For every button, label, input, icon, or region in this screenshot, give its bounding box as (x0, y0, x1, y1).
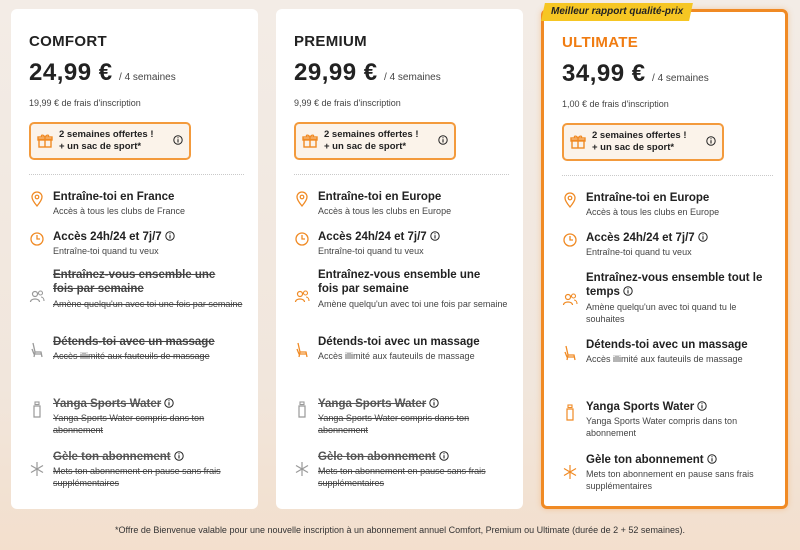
feature-desc: Accès illimité aux fauteuils de massage (53, 351, 210, 361)
feature-title-text: Entraînez-vous ensemble tout le temps (586, 272, 763, 298)
plan-name: PREMIUM (294, 33, 367, 50)
registration-fee: 1,00 € de frais d'inscription (562, 99, 669, 109)
feature-desc: Yanga Sports Water compris dans ton abonnement (53, 413, 205, 435)
plan-period: / 4 semaines (652, 73, 709, 84)
feature-desc: Entraîne-toi quand tu veux (318, 246, 424, 256)
info-icon[interactable] (697, 401, 707, 411)
feature-title-text: Gèle ton abonnement (586, 454, 704, 466)
divider (294, 174, 509, 175)
offer-line2: + un sac de sport* (324, 141, 407, 152)
plan-price: 29,99 € (294, 59, 378, 86)
feature-desc: Amène quelqu'un avec toi une fois par semaine (318, 299, 508, 309)
ribbon-text: Meilleur rapport qualité-prix (551, 6, 684, 17)
price-row (29, 59, 176, 87)
info-icon[interactable] (174, 451, 184, 461)
feature-title (53, 230, 175, 244)
offer-line1: 2 semaines offertes ! (59, 129, 154, 140)
divider (29, 174, 244, 175)
plan-price: 34,99 € (562, 60, 646, 87)
snowflake-icon (29, 460, 45, 478)
clock-icon (562, 231, 578, 249)
info-icon[interactable] (430, 231, 440, 241)
feature-desc: Yanga Sports Water compris dans ton abonnement (586, 416, 738, 438)
plan-card-ultimate[interactable] (541, 9, 788, 509)
registration-fee: 9,99 € de frais d'inscription (294, 98, 401, 108)
footnote: *Offre de Bienvenue valable pour une nouvelle inscription à un abonnement annuel Comfort, Premium ou Ultimate (durée de 2 + 52 semaines). (115, 525, 685, 535)
feature-title (586, 231, 708, 245)
offer-badge (29, 122, 191, 160)
info-icon[interactable] (165, 231, 175, 241)
plan-name: ULTIMATE (562, 34, 638, 51)
feature-desc: Entraîne-toi quand tu veux (53, 246, 159, 256)
best-value-ribbon (541, 3, 693, 21)
feature-desc: Mets ton abonnement en pause sans frais supplémentaires (318, 466, 486, 488)
snowflake-icon (294, 460, 310, 478)
snowflake-icon (562, 463, 578, 481)
water-bottle-icon (562, 404, 578, 422)
feature-desc: Mets ton abonnement en pause sans frais supplémentaires (53, 466, 221, 488)
plan-period: / 4 semaines (119, 72, 176, 83)
registration-fee: 19,99 € de frais d'inscription (29, 98, 141, 108)
info-icon[interactable] (698, 232, 708, 242)
offer-badge (562, 123, 724, 161)
price-row (294, 59, 441, 87)
price-row (562, 60, 709, 88)
offer-line1: 2 semaines offertes ! (324, 129, 419, 140)
feature-title-text: Yanga Sports Water (53, 398, 162, 410)
feature-title-text: Gèle ton abonnement (53, 451, 171, 463)
offer-line2: + un sac de sport* (592, 142, 675, 153)
feature-desc: Accès à tous les clubs en Europe (586, 207, 720, 217)
offer-line2: + un sac de sport* (59, 141, 142, 152)
feature-title (318, 450, 449, 464)
info-icon[interactable] (439, 451, 449, 461)
location-pin-icon (562, 191, 578, 209)
feature-title (586, 400, 707, 414)
feature-title (586, 271, 771, 299)
gift-icon (570, 134, 586, 150)
info-icon[interactable] (173, 135, 183, 145)
water-bottle-icon (29, 401, 45, 419)
users-icon (294, 288, 310, 306)
feature-desc: Mets ton abonnement en pause sans frais supplémentaires (586, 469, 754, 491)
clock-icon (294, 230, 310, 248)
feature-title: Entraîne-toi en Europe (318, 191, 442, 203)
feature-title (586, 453, 717, 467)
feature-title: Entraîne-toi en France (53, 191, 175, 203)
plan-price: 24,99 € (29, 59, 113, 86)
feature-title (53, 450, 184, 464)
plan-card-premium[interactable] (276, 9, 523, 509)
massage-chair-icon (294, 341, 310, 359)
info-icon[interactable] (706, 136, 716, 146)
feature-desc: Amène quelqu'un avec toi une fois par semaine (53, 299, 243, 309)
clock-icon (29, 230, 45, 248)
feature-title: Entraînez-vous ensemble une fois par semaine (53, 269, 216, 295)
gift-icon (37, 133, 53, 149)
massage-chair-icon (562, 344, 578, 362)
users-icon (29, 288, 45, 306)
water-bottle-icon (294, 401, 310, 419)
info-icon[interactable] (623, 286, 633, 296)
offer-badge (294, 122, 456, 160)
feature-desc: Yanga Sports Water compris dans ton abonnement (318, 413, 470, 435)
feature-desc: Accès à tous les clubs de France (53, 206, 186, 216)
feature-desc: Amène quelqu'un avec toi quand tu le souhaites (586, 302, 737, 324)
location-pin-icon (294, 190, 310, 208)
feature-title (53, 397, 174, 411)
info-icon[interactable] (438, 135, 448, 145)
feature-desc: Accès illimité aux fauteuils de massage (318, 351, 475, 361)
feature-title: Entraîne-toi en Europe (586, 192, 710, 204)
plan-period: / 4 semaines (384, 72, 441, 83)
feature-title-text: Yanga Sports Water (586, 401, 695, 413)
feature-desc: Entraîne-toi quand tu veux (586, 247, 692, 257)
feature-title: Détends-toi avec un massage (586, 339, 748, 351)
feature-title: Détends-toi avec un massage (318, 336, 480, 348)
feature-title-text: Gèle ton abonnement (318, 451, 436, 463)
feature-title (318, 397, 439, 411)
feature-title-text: Yanga Sports Water (318, 398, 427, 410)
info-icon[interactable] (164, 398, 174, 408)
feature-desc: Accès illimité aux fauteuils de massage (586, 354, 743, 364)
users-icon (562, 291, 578, 309)
info-icon[interactable] (707, 454, 717, 464)
feature-title (318, 230, 440, 244)
feature-title: Entraînez-vous ensemble une fois par semaine (318, 269, 481, 295)
info-icon[interactable] (429, 398, 439, 408)
plan-name: COMFORT (29, 33, 107, 50)
feature-title-text: Accès 24h/24 et 7j/7 (586, 232, 695, 244)
feature-title-text: Accès 24h/24 et 7j/7 (53, 231, 162, 243)
gift-icon (302, 133, 318, 149)
offer-line1: 2 semaines offertes ! (592, 130, 687, 141)
divider (562, 175, 773, 176)
location-pin-icon (29, 190, 45, 208)
massage-chair-icon (29, 341, 45, 359)
feature-desc: Accès à tous les clubs en Europe (318, 206, 452, 216)
feature-title-text: Accès 24h/24 et 7j/7 (318, 231, 427, 243)
plan-card-comfort[interactable] (11, 9, 258, 509)
feature-title: Détends-toi avec un massage (53, 336, 215, 348)
